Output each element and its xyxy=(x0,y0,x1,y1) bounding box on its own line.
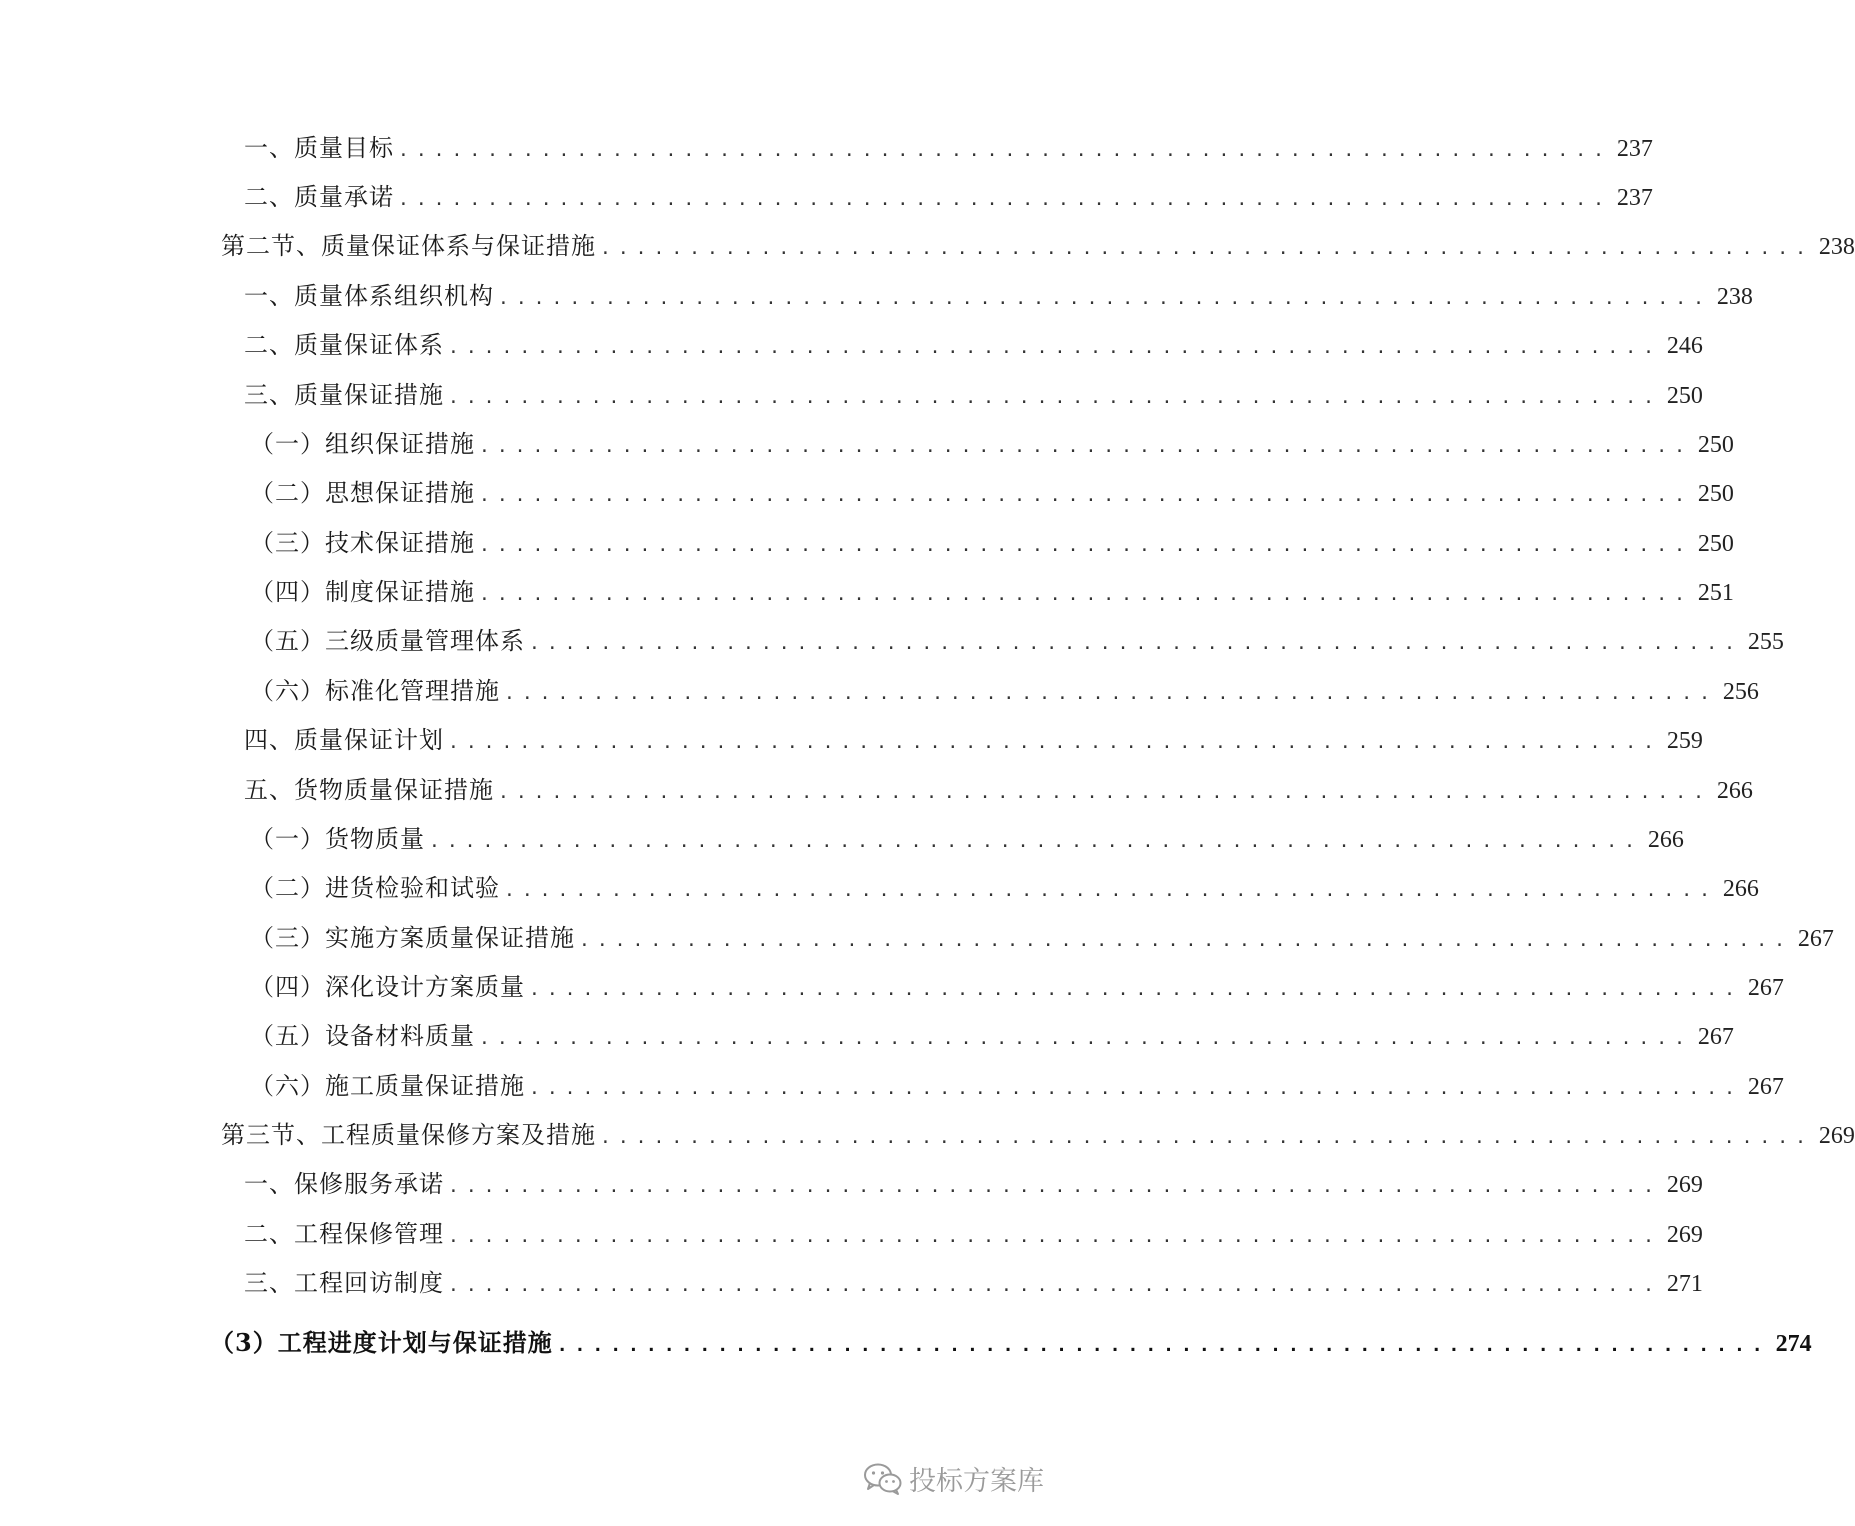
toc-entry[interactable] xyxy=(244,130,1653,166)
dot-leader: .................................................................... xyxy=(479,485,1692,506)
toc-entry-page: 238 xyxy=(1716,284,1753,310)
dot-leader: .................................................................... xyxy=(529,979,1742,1000)
toc-entry[interactable] xyxy=(221,228,1855,264)
toc-entry[interactable] xyxy=(250,1068,1784,1104)
toc-entry[interactable] xyxy=(250,870,1759,906)
toc-entry-label: （五）设备材料质量 xyxy=(250,1022,475,1050)
dot-leader: .................................................................... xyxy=(479,1028,1692,1049)
toc-entry-label: （六）施工质量保证措施 xyxy=(250,1072,525,1100)
toc-entry-label: 二、工程保修管理 xyxy=(244,1220,444,1248)
toc-entry-page: 246 xyxy=(1666,333,1703,359)
toc-entry-page: 250 xyxy=(1697,481,1734,507)
toc-entry-label: （四）制度保证措施 xyxy=(250,578,475,606)
toc-entry-page: 267 xyxy=(1747,975,1784,1001)
toc-entry[interactable] xyxy=(244,278,1753,314)
toc-entry-label: （四）深化设计方案质量 xyxy=(250,973,525,1001)
dot-leader: .................................................................... xyxy=(448,1226,1661,1247)
toc-entry-label: 三、质量保证措施 xyxy=(244,381,444,409)
dot-leader: .................................................................... xyxy=(600,1127,1813,1148)
dot-leader: .................................................................... xyxy=(529,1078,1742,1099)
toc-entry[interactable] xyxy=(221,1117,1855,1153)
dot-leader: .................................................................... xyxy=(479,535,1692,556)
toc-entry[interactable] xyxy=(244,1265,1703,1301)
toc-entry-page: 256 xyxy=(1722,679,1759,705)
toc-entry-label: （三）技术保证措施 xyxy=(250,529,475,557)
dot-leader: .................................................................... xyxy=(479,436,1692,457)
toc-entry-page: 259 xyxy=(1666,728,1703,754)
toc-entry[interactable] xyxy=(250,969,1784,1005)
toc-entry[interactable] xyxy=(244,1216,1703,1252)
toc-entry-label: 一、质量目标 xyxy=(244,134,394,162)
toc-entry[interactable] xyxy=(244,1166,1703,1202)
toc-entry[interactable] xyxy=(250,920,1834,956)
dot-leader: .................................................................... xyxy=(479,584,1692,605)
dot-leader: .................................................................... xyxy=(448,1275,1661,1296)
toc-entry-label: 三、工程回访制度 xyxy=(244,1269,444,1297)
toc-entry-label: （二）进货检验和试验 xyxy=(250,874,500,902)
toc-entry-page: 274 xyxy=(1775,1331,1812,1357)
toc-entry-label: （一）货物质量 xyxy=(250,825,425,853)
toc-entry-label: 第二节、质量保证体系与保证措施 xyxy=(221,232,596,260)
toc-entry-label: （五）三级质量管理体系 xyxy=(250,627,525,655)
toc-entry[interactable] xyxy=(250,475,1734,511)
toc-entry[interactable] xyxy=(250,673,1759,709)
toc-entry[interactable] xyxy=(250,574,1734,610)
dot-leader: .................................................................... xyxy=(504,683,1717,704)
dot-leader: .................................................................... xyxy=(504,880,1717,901)
toc-entry[interactable] xyxy=(244,179,1653,215)
toc-entry-page: 255 xyxy=(1747,629,1784,655)
toc-entry[interactable] xyxy=(250,525,1734,561)
toc-entry-label: 二、质量承诺 xyxy=(244,183,394,211)
wechat-icon xyxy=(863,1462,903,1496)
toc-entry[interactable] xyxy=(250,623,1784,659)
toc-entry-page: 266 xyxy=(1716,778,1753,804)
toc-entry-label: （3）工程进度计划与保证措施 xyxy=(210,1328,553,1357)
toc-entry-label: （六）标准化管理措施 xyxy=(250,677,500,705)
toc-entry-page: 251 xyxy=(1697,580,1734,606)
toc-entry-page: 271 xyxy=(1666,1271,1703,1297)
watermark xyxy=(863,1459,1044,1498)
toc-entry-page: 266 xyxy=(1647,827,1684,853)
toc-entry[interactable] xyxy=(250,1018,1734,1054)
toc-entry-page: 267 xyxy=(1747,1074,1784,1100)
toc-entry[interactable] xyxy=(250,821,1684,857)
dot-leader: .................................................................... xyxy=(448,387,1661,408)
watermark-text: 投标方案库 xyxy=(909,1466,1044,1497)
toc-entry-chapter[interactable] xyxy=(210,1325,1812,1361)
dot-leader: .................................................................... xyxy=(498,782,1711,803)
toc-entry-label: 二、质量保证体系 xyxy=(244,331,444,359)
toc-entry[interactable] xyxy=(244,377,1703,413)
dot-leader: .................................................................... xyxy=(429,831,1642,852)
dot-leader: .................................................................... xyxy=(448,1176,1661,1197)
dot-leader: .................................................................... xyxy=(600,238,1813,259)
toc-entry[interactable] xyxy=(244,772,1753,808)
dot-leader: .................................................................... xyxy=(529,633,1742,654)
dot-leader: .................................................................... xyxy=(579,930,1792,951)
toc-entry-page: 269 xyxy=(1666,1172,1703,1198)
toc-entry-page: 269 xyxy=(1818,1123,1855,1149)
dot-leader: .................................................................... xyxy=(448,732,1661,753)
toc-entry-page: 250 xyxy=(1666,383,1703,409)
toc-entry-label: 第三节、工程质量保修方案及措施 xyxy=(221,1121,596,1149)
toc-entry-label: （一）组织保证措施 xyxy=(250,430,475,458)
dot-leader: .................................................................... xyxy=(398,189,1611,210)
toc-entry[interactable] xyxy=(250,426,1734,462)
toc-entry-page: 269 xyxy=(1666,1222,1703,1248)
dot-leader: .................................................................... xyxy=(556,1335,1770,1356)
toc-entry-page: 267 xyxy=(1797,926,1834,952)
toc-entry-page: 267 xyxy=(1697,1024,1734,1050)
toc-entry-page: 250 xyxy=(1697,432,1734,458)
toc-entry-page: 237 xyxy=(1616,185,1653,211)
toc-entry-page: 237 xyxy=(1616,136,1653,162)
toc-entry-label: （二）思想保证措施 xyxy=(250,479,475,507)
toc-entry[interactable] xyxy=(244,722,1703,758)
toc-entry-page: 238 xyxy=(1818,234,1855,260)
dot-leader: .................................................................... xyxy=(448,337,1661,358)
dot-leader: .................................................................... xyxy=(398,140,1611,161)
toc-entry-label: 一、质量体系组织机构 xyxy=(244,282,494,310)
dot-leader: .................................................................... xyxy=(498,288,1711,309)
toc-entry-page: 250 xyxy=(1697,531,1734,557)
toc-entry-label: 四、质量保证计划 xyxy=(244,726,444,754)
toc-entry[interactable] xyxy=(244,327,1703,363)
toc-entry-label: 一、保修服务承诺 xyxy=(244,1170,444,1198)
toc-entry-label: 五、货物质量保证措施 xyxy=(244,776,494,804)
toc-entry-page: 266 xyxy=(1722,876,1759,902)
toc-entry-label: （三）实施方案质量保证措施 xyxy=(250,924,575,952)
